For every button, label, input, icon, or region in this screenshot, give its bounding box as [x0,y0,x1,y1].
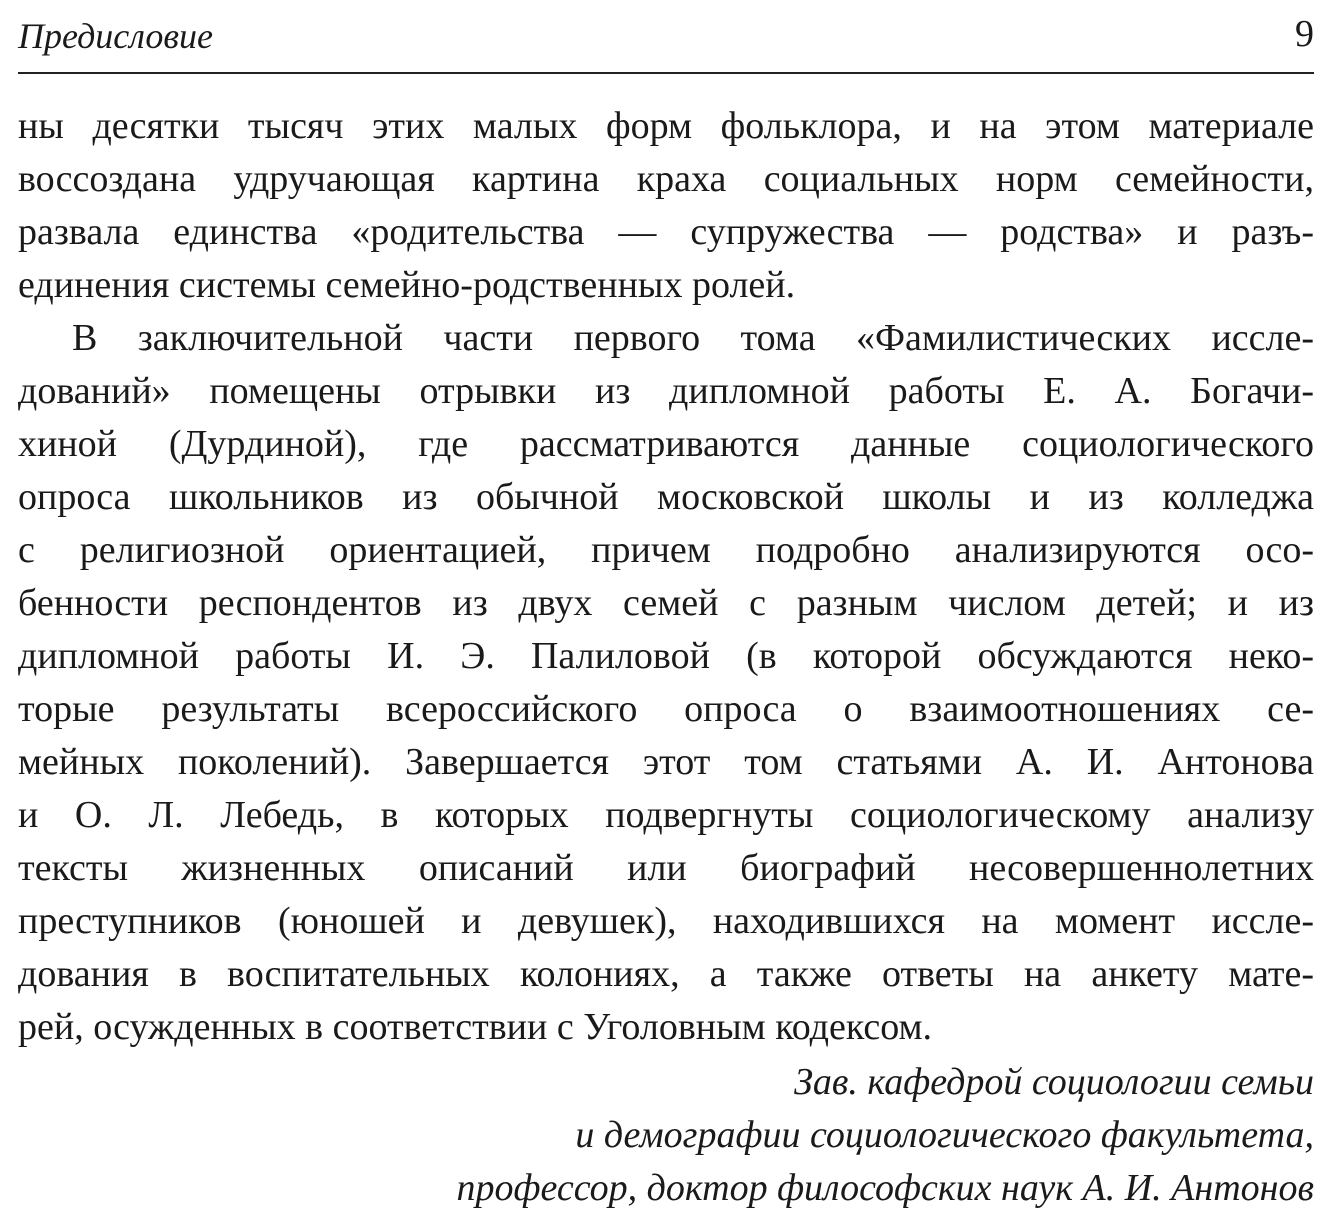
signature-line: профессор, доктор философских наук А. И. Антонов [456,1167,1314,1209]
text-line: с религиозной ориентацией, причем подробно анализируются осо- [18,529,1314,571]
header-rule [18,72,1314,74]
running-head [18,8,1314,60]
section-title: Предисловие [18,16,214,56]
text-line: дования в воспитательных колониях, а также ответы на анкету мате- [18,953,1314,995]
text-line: бенности респондентов из двух семей с разным числом детей; и из [18,582,1314,624]
page-number: 9 [1295,13,1314,55]
body-text [18,100,1314,1054]
text-line: развала единства «родительства — супружества — родства» и разъ- [18,211,1314,253]
text-line: дований» помещены отрывки из дипломной работы Е. А. Богачи- [18,370,1314,412]
text-line: воссоздана удручающая картина краха социальных норм семейности, [18,158,1314,200]
book-page [18,0,1314,1212]
text-line: ны десятки тысяч этих малых форм фольклора, и на этом материале [18,105,1314,147]
text-line: опроса школьников из обычной московской школы и из колледжа [18,476,1314,518]
text-line: рей, осужденных в соответствии с Уголовным кодексом. [18,1006,933,1048]
signature-line: Зав. кафедрой социологии семьи [794,1061,1314,1103]
text-line: преступников (юношей и девушек), находившихся на момент иссле- [18,900,1314,942]
text-line: единения системы семейно-родственных ролей. [18,264,796,306]
text-line: В заключительной части первого тома «Фамилистических иссле- [72,317,1314,359]
text-line: мейных поколений). Завершается этот том статьями А. И. Антонова [18,741,1314,783]
text-line: торые результаты всероссийского опроса о взаимоотношениях се- [18,688,1314,730]
signature-line: и демографии социологического факультета, [575,1114,1314,1156]
text-line: и О. Л. Лебедь, в которых подвергнуты социологическому анализу [18,794,1314,836]
text-line: дипломной работы И. Э. Палиловой (в которой обсуждаются неко- [18,635,1314,677]
text-line: хиной (Дурдиной), где рассматриваются данные социологического [18,423,1314,465]
text-line: тексты жизненных описаний или биографий несовершеннолетних [18,847,1314,889]
signature-block [18,1056,1314,1215]
